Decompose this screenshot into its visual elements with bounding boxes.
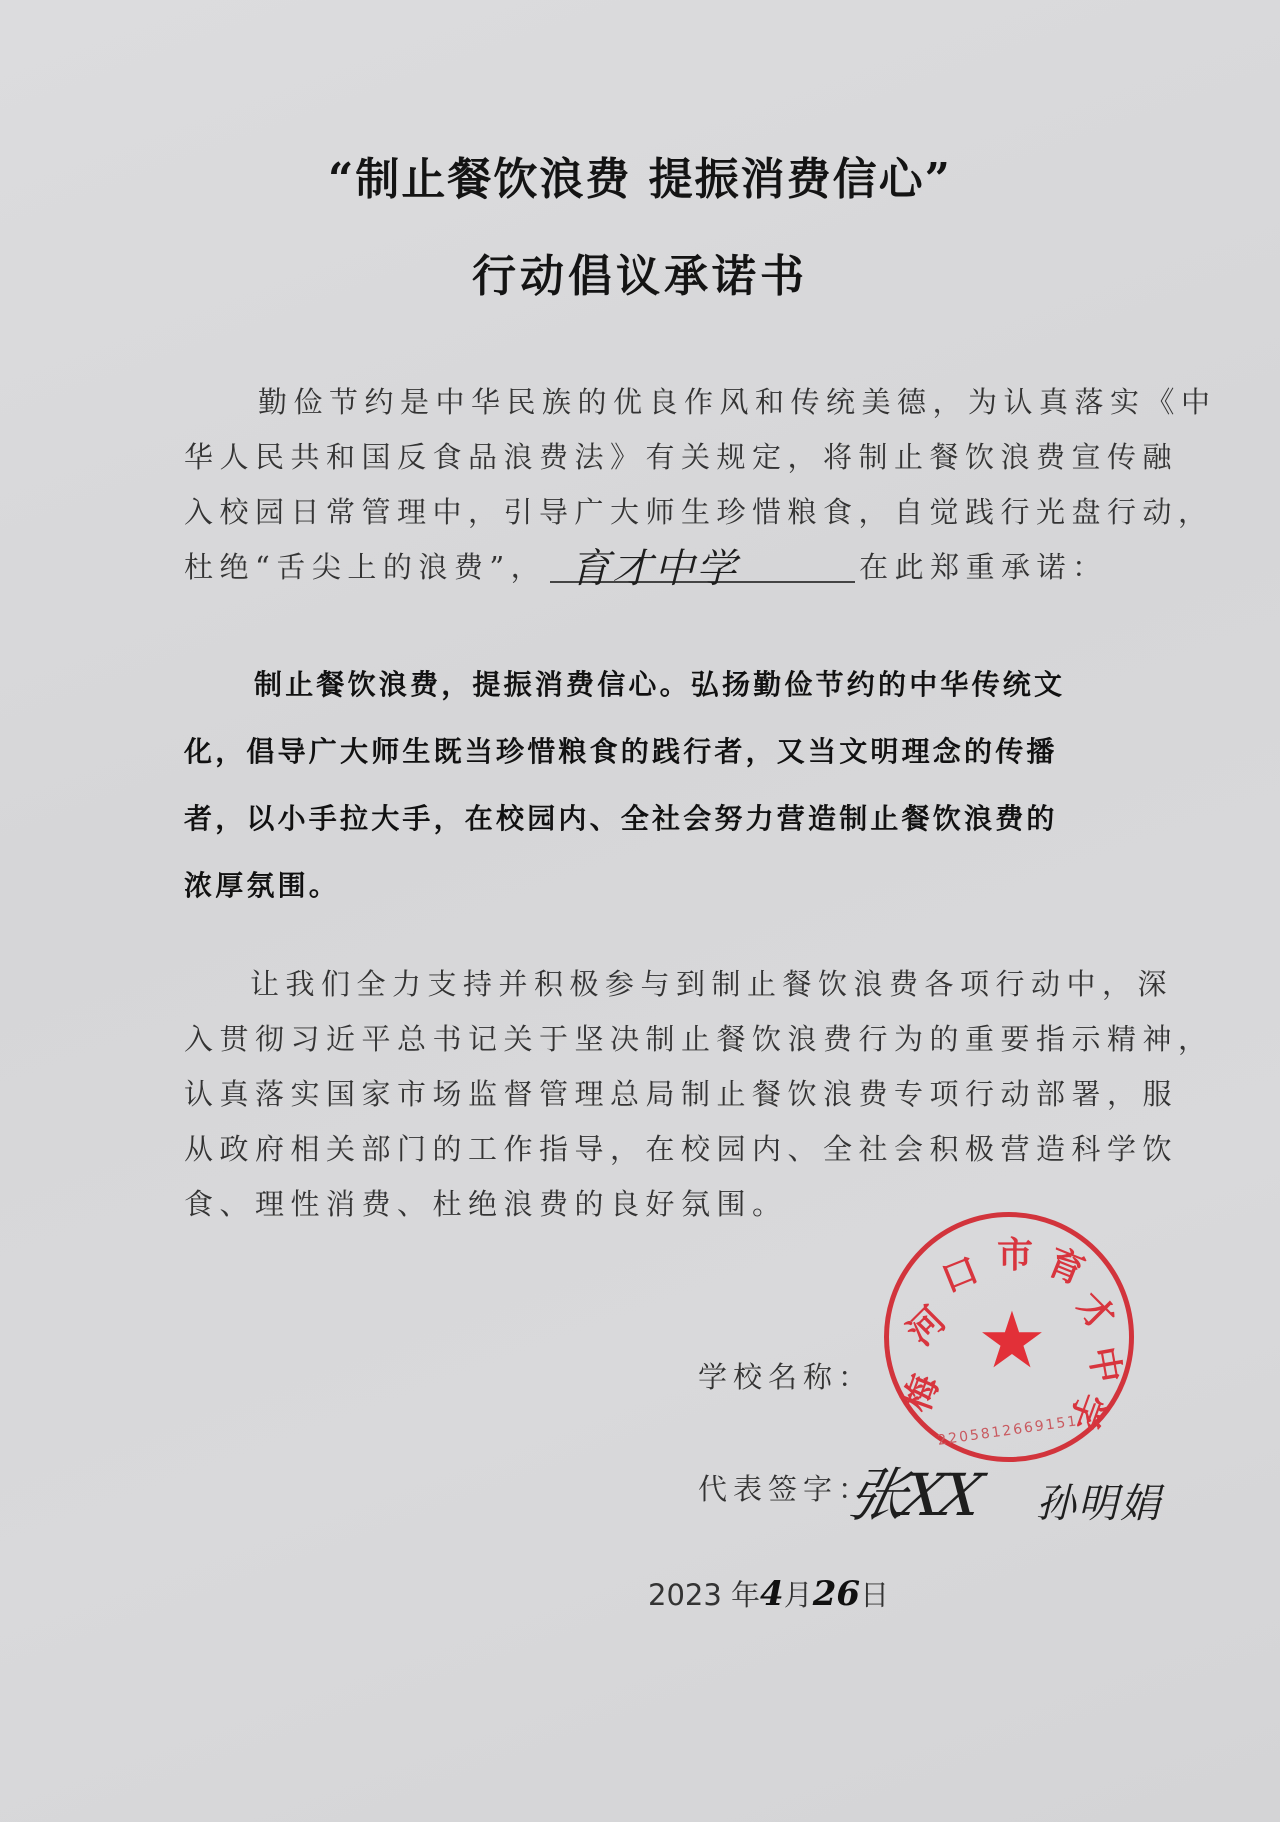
paragraph-line: 制止餐饮浪费，提振消费信心。弘扬勤俭节约的中华传统文: [254, 668, 1066, 701]
paragraph-line: 者，以小手拉大手，在校园内、全社会努力营造制止餐饮浪费的: [184, 802, 1058, 835]
signing-date: [648, 1573, 889, 1614]
seal-char: 育: [1041, 1241, 1091, 1294]
seal-char: 中: [1080, 1343, 1128, 1387]
paragraph-line: 化，倡导广大师生既当珍惜粮食的践行者，又当文明理念的传播: [184, 735, 1058, 768]
date-day-suffix: 日: [860, 1578, 890, 1612]
seal-char: 学: [1060, 1387, 1112, 1436]
date-day-handwritten: 26: [812, 1574, 861, 1614]
paragraph-line: 让我们全力支持并积极参与到制止餐饮浪费各项行动中，深: [250, 967, 1174, 1001]
date-month-handwritten: 4: [760, 1574, 784, 1614]
date-year-suffix: 年: [731, 1578, 761, 1612]
seal-char: 河: [899, 1299, 955, 1354]
seal-char: 才: [1067, 1285, 1123, 1340]
commitment-suffix: 在此郑重承诺：: [859, 550, 1108, 584]
paragraph-line: 勤俭节约是中华民族的优良作风和传统美德，为认真落实《中: [258, 385, 1217, 419]
paragraph-line: 浓厚氛围。: [184, 869, 341, 902]
representative-label: 代表签字：: [698, 1472, 874, 1506]
commitment-prefix: 杜绝“舌尖上的浪费”，: [184, 550, 547, 584]
paragraph-line: 认真落实国家市场监督管理总局制止餐饮浪费专项行动部署，服: [184, 1077, 1179, 1111]
seal-char: 口: [935, 1249, 985, 1302]
document-title-line2: 行动倡议承诺书: [472, 251, 808, 302]
document-title-line1: “制止餐饮浪费 提振消费信心”: [328, 154, 952, 205]
official-seal: [884, 1212, 1134, 1462]
paragraph-line: 华人民共和国反食品浪费法》有关规定，将制止餐饮浪费宣传融: [184, 440, 1179, 474]
date-year: 2023: [648, 1578, 722, 1612]
seal-char: 梅: [896, 1369, 948, 1418]
paragraph-line: 入校园日常管理中，引导广大师生珍惜粮食，自觉践行光盘行动，: [184, 495, 1214, 529]
paragraph-line: 从政府相关部门的工作指导，在校园内、全社会积极营造科学饮: [184, 1132, 1179, 1166]
handwritten-school-name: 育才中学: [570, 546, 739, 592]
school-name-label: 学校名称：: [698, 1360, 874, 1394]
paragraph-line: 入贯彻习近平总书记关于坚决制止餐饮浪费行为的重要指示精神，: [184, 1022, 1214, 1056]
star-icon: ★: [977, 1296, 1047, 1386]
representative-signature-1: 张XX: [841, 1461, 985, 1529]
date-month-suffix: 月: [783, 1578, 813, 1612]
paragraph-line: 食、理性消费、杜绝浪费的良好氛围。: [184, 1187, 788, 1221]
representative-signature-2: 孙明娟: [1036, 1481, 1162, 1527]
seal-char: 市: [997, 1235, 1034, 1276]
seal-number: 2205812669151: [936, 1413, 1080, 1449]
paragraph-line-blank: [184, 545, 1108, 592]
school-name-blank: [550, 546, 855, 592]
